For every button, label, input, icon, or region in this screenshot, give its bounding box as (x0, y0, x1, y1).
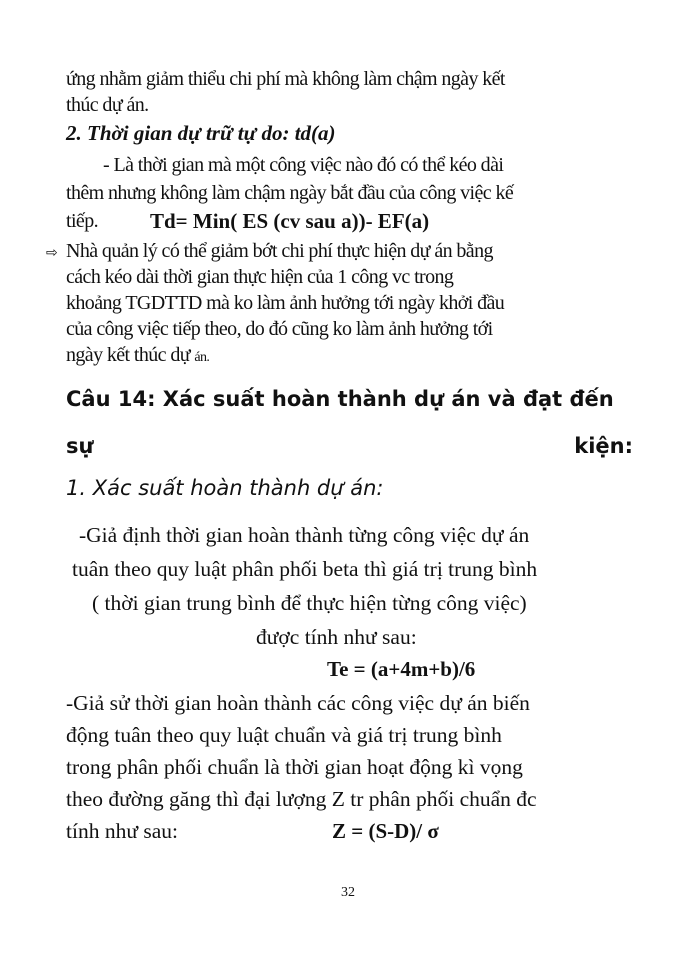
note-line-1: Nhà quản lý có thể giảm bớt chi phí thực hiện dự án bằng (66, 240, 493, 262)
beta-line-3: ( thời gian trung bình để thực hiện từng công việc) (92, 591, 527, 615)
normal-line-4: theo đường găng thì đại lượng Z tr phân phối chuẩn đc (66, 787, 537, 811)
arrow-right-icon: ⇨ (46, 245, 58, 261)
free-float-formula: Td= Min( ES (cv sau a))- EF(a) (150, 209, 430, 233)
normal-line-1: -Giả sử thời gian hoàn thành các công việc dự án biến (66, 691, 530, 715)
beta-line-1: -Giả định thời gian hoàn thành từng công việc dự án (79, 523, 530, 547)
question-14-heading-line-1: Câu 14: Xác suất hoàn thành dự án và đạt đến (66, 387, 614, 411)
section-2-definition-line-1: - Là thời gian mà một công việc nào đó có thể kéo dài (103, 154, 504, 176)
question-14-heading-line-2-left: sự (66, 434, 94, 458)
note-line-5 (66, 342, 209, 371)
beta-line-2: tuân theo quy luật phân phối beta thì giá trị trung bình (72, 557, 538, 581)
intro-line-1: ứng nhằm giảm thiểu chi phí mà không làm chậm ngày kết (66, 68, 505, 90)
normal-line-2: động tuân theo quy luật chuẩn và giá trị trung bình (66, 723, 502, 747)
note-line-5-small: án. (194, 350, 210, 365)
mean-time-formula: Te = (a+4m+b)/6 (327, 657, 476, 681)
normal-line-5: tính như sau: (66, 819, 178, 843)
note-line-5-main: ngày kết thúc dự (66, 344, 190, 366)
note-line-2: cách kéo dài thời gian thực hiện của 1 công vc trong (66, 266, 454, 288)
page-number: 32 (341, 885, 355, 900)
question-14-heading-line-2-right: kiện: (574, 434, 633, 458)
note-line-4: của công việc tiếp theo, do đó cũng ko làm ảnh hưởng tới (66, 318, 493, 340)
note-line-3: khoảng TGDTTD mà ko làm ảnh hưởng tới ngày khởi đầu (66, 292, 505, 314)
intro-line-2: thúc dự án. (66, 94, 149, 116)
beta-line-4: được tính như sau: (256, 625, 417, 649)
z-score-formula: Z = (S-D)/ σ (332, 819, 439, 843)
normal-line-3: trong phân phối chuẩn là thời gian hoạt động kì vọng (66, 755, 523, 779)
subsection-1-title: 1. Xác suất hoàn thành dự án: (66, 476, 384, 500)
section-2-definition-line-2: thêm nhưng không làm chậm ngày bắt đầu của công việc kế (66, 182, 514, 204)
section-2-definition-line-3: tiếp. (66, 210, 98, 232)
section-2-title: 2. Thời gian dự trữ tự do: td(a) (66, 121, 336, 145)
